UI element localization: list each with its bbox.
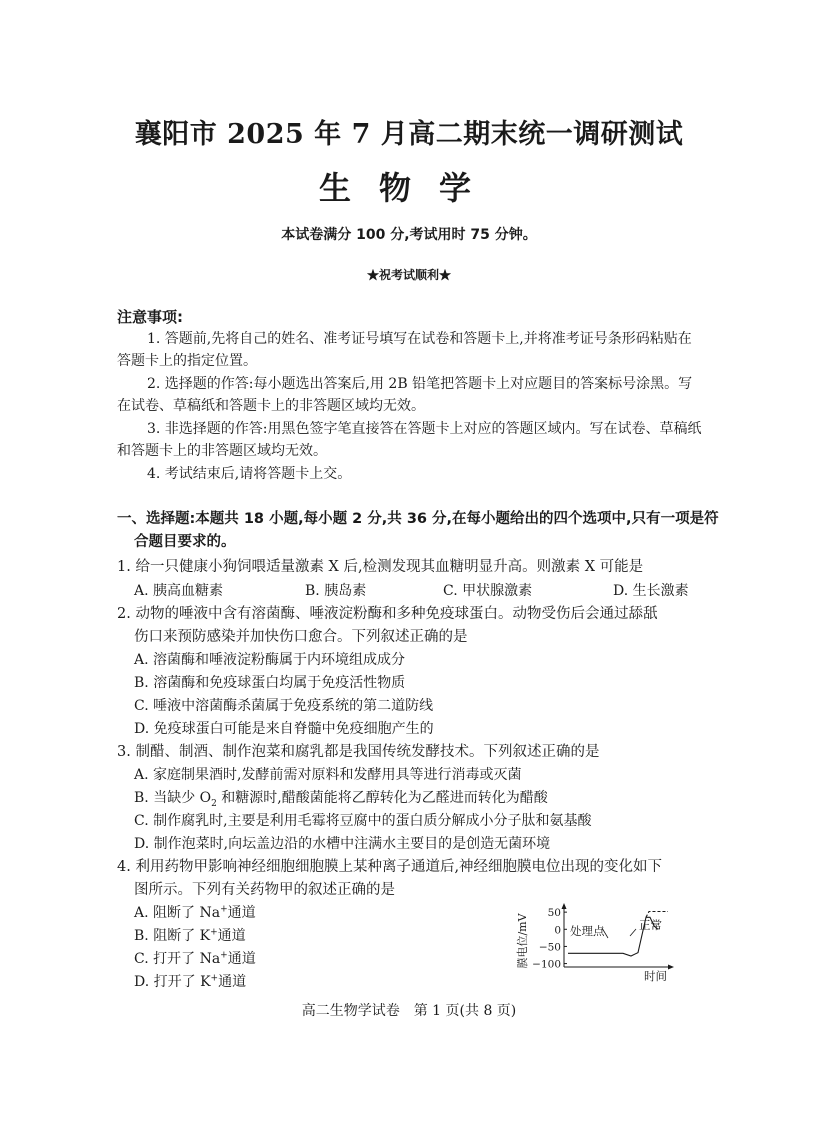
question-2-stem: 2. 动物的唾液中含有溶菌酶、唾液淀粉酶和多种免疫球蛋白。动物受伤后会通过舔舐 bbox=[117, 606, 658, 622]
question-1-option-c: C. 甲状腺激素 bbox=[443, 583, 533, 599]
normal-label-leader bbox=[630, 929, 636, 936]
membrane-potential-chart bbox=[512, 903, 692, 983]
annotation-treated: 处理点 bbox=[570, 924, 605, 938]
x-axis-arrow bbox=[668, 965, 674, 970]
question-4-option-a bbox=[134, 902, 256, 922]
note-item-2: 2. 选择题的作答:每小题选出答案后,用 2B 铅笔把答题卡上对应题目的答案标号涂黑。写在试卷、草稿纸和答题卡上的非答题区域均无效。 bbox=[117, 376, 693, 414]
note-item-4: 4. 考试结束后,请将答题卡上交。 bbox=[147, 466, 352, 482]
question-1-option-a: A. 胰高血糖素 bbox=[134, 583, 224, 599]
question-2-option-d: D. 免疫球蛋白可能是来自脊髓中免疫细胞产生的 bbox=[134, 721, 434, 737]
y-tick-label: −100 bbox=[532, 958, 561, 971]
subscript-2: 2 bbox=[211, 798, 217, 809]
normal-line bbox=[646, 912, 668, 918]
notes-heading: 注意事项: bbox=[117, 308, 183, 326]
y-axis-label: 膜电位/mV bbox=[516, 913, 529, 969]
exam-title: 襄阳市 2025 年 7 月高二期末统一调研测试 bbox=[134, 119, 684, 150]
question-4-option-c-suffix: 通道 bbox=[227, 951, 256, 967]
question-3-option-b-part1: B. 当缺少 O bbox=[134, 790, 212, 806]
superscript-plus: + bbox=[220, 950, 228, 961]
question-4-option-b-suffix: 通道 bbox=[217, 928, 246, 944]
question-1-stem: 1. 给一只健康小狗饲喂适量激素 X 后,检测发现其血糖明显升高。则激素 X 可能是 bbox=[117, 559, 644, 575]
y-axis-arrow bbox=[562, 903, 567, 909]
question-3-option-c: C. 制作腐乳时,主要是利用毛霉将豆腐中的蛋白质分解成小分子肽和氨基酸 bbox=[134, 813, 592, 829]
good-luck-line: ★祝考试顺利★ bbox=[366, 268, 451, 282]
question-4-option-b bbox=[134, 925, 246, 945]
question-3-option-b-part2: 和糖源时,醋酸菌能将乙醇转化为乙醛进而转化为醋酸 bbox=[216, 790, 548, 806]
page-footer: 高二生物学试卷 第 1 页(共 8 页) bbox=[301, 1003, 517, 1019]
question-3-option-b bbox=[134, 787, 548, 809]
question-4-option-a-text: A. 阻断了 Na bbox=[134, 905, 221, 921]
section-heading: 一、选择题:本题共 18 小题,每小题 2 分,共 36 分,在每小题给出的四个选项中,只有一项是符合题目要求的。 bbox=[117, 511, 719, 550]
question-4-option-c bbox=[134, 948, 256, 968]
question-4-option-a-suffix: 通道 bbox=[227, 905, 256, 921]
note-item-3: 3. 非选择题的作答:用黑色签字笔直接答在答题卡上对应的答题区域内。写在试卷、草稿纸和答题卡上的非答题区域均无效。 bbox=[117, 421, 702, 459]
y-tick-label: −50 bbox=[538, 941, 561, 954]
annotation-normal: 正常 bbox=[639, 918, 662, 932]
question-4-option-d bbox=[134, 971, 246, 991]
y-tick-label: 0 bbox=[554, 924, 561, 937]
question-3-option-a: A. 家庭制果酒时,发酵前需对原料和发酵用具等进行消毒或灭菌 bbox=[134, 767, 522, 783]
question-2-option-a: A. 溶菌酶和唾液淀粉酶属于内环境组成成分 bbox=[134, 652, 406, 668]
question-4-stem: 4. 利用药物甲影响神经细胞细胞膜上某种离子通道后,神经细胞膜电位出现的变化如下 bbox=[117, 859, 663, 875]
question-1-option-b: B. 胰岛素 bbox=[305, 583, 367, 599]
x-axis-label: 时间 bbox=[644, 969, 667, 983]
question-1-option-d: D. 生长激素 bbox=[613, 583, 689, 599]
note-item-1: 1. 答题前,先将自己的姓名、准考证号填写在试卷和答题卡上,并将准考证号条形码粘贴在答题卡上的指定位置。 bbox=[117, 331, 692, 369]
question-4-option-c-text: C. 打开了 Na bbox=[134, 951, 221, 967]
exam-intro: 本试卷满分 100 分,考试用时 75 分钟。 bbox=[281, 227, 537, 243]
superscript-plus: + bbox=[210, 973, 219, 984]
question-3-stem: 3. 制醋、制酒、制作泡菜和腐乳都是我国传统发酵技术。下列叙述正确的是 bbox=[117, 744, 600, 760]
subject-title: 生物学 bbox=[318, 169, 499, 207]
question-2-option-c: C. 唾液中溶菌酶杀菌属于免疫系统的第二道防线 bbox=[134, 698, 434, 714]
question-3-option-d: D. 制作泡菜时,向坛盖边沿的水槽中注满水主要目的是创造无菌环境 bbox=[134, 836, 551, 852]
question-2-stem-cont: 伤口来预防感染并加快伤口愈合。下列叙述正确的是 bbox=[134, 629, 468, 645]
question-4-option-d-suffix: 通道 bbox=[218, 974, 247, 990]
question-4-stem-cont: 图所示。下列有关药物甲的叙述正确的是 bbox=[134, 882, 395, 898]
question-4-option-b-text: B. 阻断了 K bbox=[134, 928, 211, 944]
superscript-plus: + bbox=[210, 927, 218, 938]
question-4-option-d-text: D. 打开了 K bbox=[134, 974, 211, 990]
question-2-option-b: B. 溶菌酶和免疫球蛋白均属于免疫活性物质 bbox=[134, 675, 406, 691]
superscript-plus: + bbox=[220, 904, 228, 915]
y-tick-label: 50 bbox=[547, 907, 561, 920]
